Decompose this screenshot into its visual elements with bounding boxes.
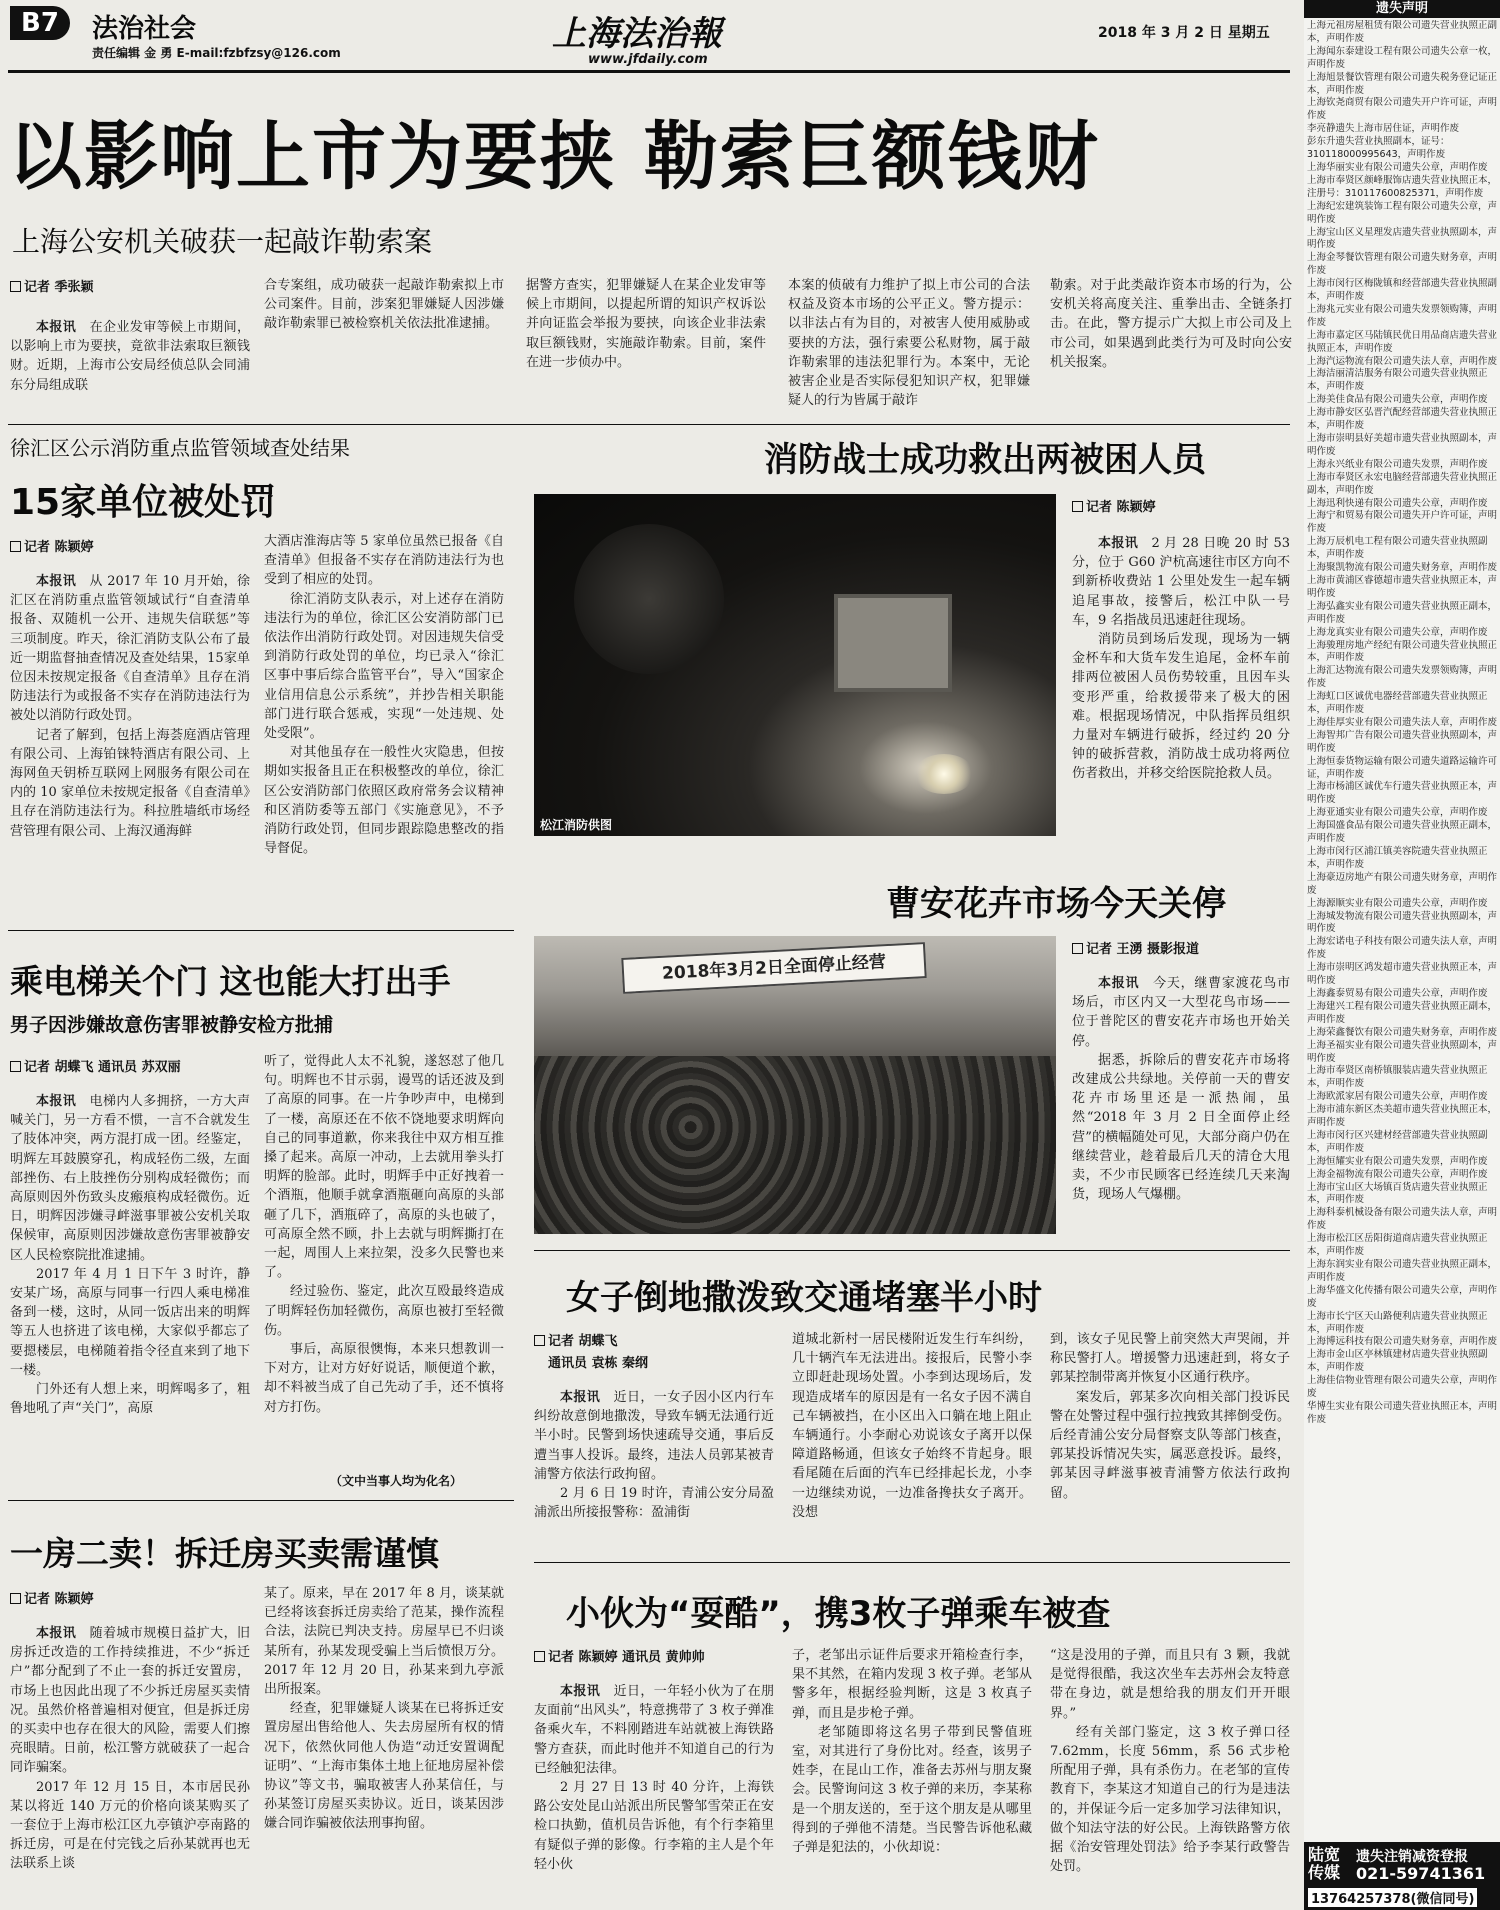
lost-notice-item: 上海闻东泰建设工程有限公司遗失公章一枚，声明作废: [1307, 45, 1497, 70]
house-para-4: 经查，犯罪嫌疑人谈某在已将拆迁安置房屋出售给他人、失去房屋所有权的情况下，依然伙同他人伪造“动迁安置调配证明”、“上海市集体土地上征地房屋补偿协议”等文书，骗取被害人孙某信任，与孙某签订房屋买卖协议。近日，谈某因涉嫌合同诈骗被依法刑事拘留。: [264, 1701, 504, 1832]
lost-notice-item: 上海建兴工程有限公司遗失营业执照正副本，声明作废: [1307, 1000, 1497, 1025]
protest-para-1: 近日，一女子因小区内行车纠纷故意倒地撒泼，导致车辆无法通行近半小时。民警到场快速疏导交通，事后反遭当事人投诉。最终，违法人员郭某被青浦警方依法行政拘留。: [534, 1390, 774, 1482]
fire-para-2: 记者了解到，包括上海荟庭酒店管理有限公司、上海铂铼特酒店有限公司、上海网鱼天钥桥互联网上网服务有限公司在内的 10 家单位未按规定报备《自查清单》且存在消防违法行为。科拉胜墙纸市场经营管理有限公司、上海汉通海鲜: [10, 727, 250, 839]
lead-col-4: [788, 276, 1030, 416]
editor-line: 责任编辑 金 勇 E-mail:fzbfzsy@126.com: [92, 46, 341, 60]
lost-notice-item: 上海欧派家居有限公司遗失公章，声明作废: [1307, 1091, 1488, 1103]
lead-tag: 本报讯: [36, 1626, 77, 1641]
flower-headline: 曹安花卉市场今天关停: [886, 884, 1226, 924]
byline-box-icon: [10, 1061, 21, 1072]
lead-col-1: [10, 318, 250, 418]
lost-notice-item: 上海兆元实业有限公司遗失发票领购簿，声明作废: [1307, 303, 1497, 328]
house-col-2: [264, 1584, 504, 1904]
lost-notice-item: 上海源顺实业有限公司遗失公章，声明作废: [1307, 897, 1488, 909]
lost-notice-item: 上海市闵行区梅陇镇和经营部遗失营业执照副本，声明作废: [1307, 278, 1497, 303]
lost-notice-item: 上海洁丽清洁服务有限公司遗失营业执照正本，声明作废: [1307, 368, 1488, 393]
bullets-col-3: [1050, 1646, 1290, 1904]
lead-text-5: 勒索。对于此类敲诈资本市场的行为，公安机关将高度关注、重拳出击、全链条打击。在此，警方提示广大拟上市公司及上市公司，如果遇到此类行为可及时向公安机关报案。: [1050, 278, 1292, 370]
rescue-para-2: 消防员到场后发现，现场为一辆金杯车和大货车发生追尾，金杯车前排两位被困人员伤势较重，且因车头变形严重，给救援带来了极大的困难。根据现场情况，中队指挥员组织力量对车辆进行破拆，经过约 20 分钟的破拆营救，消防战士成功将两位伤者救出，并移交给医院抢救人员。: [1072, 632, 1290, 782]
elevator-headline: 乘电梯关个门 这也能大打出手: [10, 962, 451, 1001]
rescue-photo: [534, 494, 1056, 836]
elevator-subheadline: 男子因涉嫌故意伤害罪被静安检方批捕: [10, 1014, 334, 1036]
bullets-para-6: 经有关部门鉴定，这 3 枚子弹口径 7.62mm，长度 56mm，系 56 式步枪所配用子弹，具有杀伤力。在老邹的宣传教育下，李某这才知道自己的行为是违法的，并保证今后一定多加学习法律知识，做个知法守法的好公民。上海铁路警方依据《治安管理处罚法》给予李某行政警告处罚。: [1050, 1724, 1290, 1875]
elevator-para-6: 事后，高原很懊悔，本来只想教训一下对方，让对方好好说话，顺便道个歉，却不料被当成了自己先动了手，还不慎将对方打伤。: [264, 1342, 504, 1415]
lost-notice-item: 上海聚凯物流有限公司遗失财务章，声明作废: [1307, 562, 1497, 574]
bullets-col-2: [792, 1646, 1032, 1904]
lost-notice-item: 上海市崇明县好美超市遗失营业执照副本，声明作废: [1307, 433, 1497, 457]
lost-notice-item: 彭东升遗失营业执照副本，证号：310118000995643，声明作废: [1307, 136, 1450, 161]
lead-byline: [10, 276, 94, 295]
rescue-text: [1072, 534, 1290, 834]
lead-subheadline: 上海公安机关破获一起敲诈勒索案: [12, 225, 433, 258]
fire-para-4: 徐汇消防支队表示，对上述存在消防违法行为的单位，徐汇区公安消防部门已依法作出消防行政处罚。对因违规失信受到消防行政处罚的单位，均已录入“徐汇区事中事后综合监管平台”，导入“国家企业信用信息公示系统”，并抄告相关职能部门进行联合惩戒，实现“一处违规、处处受限”。: [264, 591, 504, 742]
issue-date: 2018 年 3 月 2 日 星期五: [1098, 25, 1270, 41]
lost-notice-item: 上海宝山区义星理发店遗失营业执照副本，声明作废: [1307, 226, 1497, 251]
ad-brand-line-2: 传媒: [1308, 1863, 1341, 1882]
divider: [534, 1250, 1290, 1251]
byline-text: 记者 胡蝶飞: [548, 1334, 618, 1349]
rescue-photo-firefighter-icon: [574, 524, 724, 674]
protest-para-5: 案发后，郭某多次向相关部门投诉民警在处警过程中强行拉拽致其摔倒受伤。后经青浦公安分局督察支队等部门核查，郭某投诉情况失实，属恶意投诉。最终，郭某因寻衅滋事被青浦警方依法行政拘留。: [1050, 1389, 1290, 1501]
ad-brand: [1308, 1846, 1352, 1882]
byline-box-icon: [1072, 501, 1083, 512]
elevator-byline: [10, 1056, 181, 1075]
lost-notice-item: 上海迅利快递有限公司遗失公章，声明作废: [1307, 497, 1488, 509]
lost-notice-item: 上海市杨浦区诚优车行遗失营业执照正本，声明作废: [1307, 781, 1497, 806]
lost-notice-item: 上海华丽实业有限公司遗失公章，声明作废: [1307, 161, 1488, 173]
lost-notice-item: 上海市宝山区大场镇百货店遗失营业执照正本，声明作废: [1307, 1181, 1488, 1206]
protest-col-3: [1050, 1330, 1290, 1540]
byline-text: 记者 陈颖婷 通讯员 黄帅帅: [548, 1650, 705, 1665]
byline-text: 记者 季张颖: [24, 280, 94, 295]
lost-notice-item: 上海虹口区诚优电器经营部遗失营业执照正本，声明作废: [1307, 691, 1488, 716]
flower-banner: [621, 942, 926, 994]
lost-notice-item: 上海万辰机电工程有限公司遗失营业执照副本，声明作废: [1307, 536, 1488, 561]
lost-notice-item: 上海市闵行区浦江镇美容院遗失营业执照正本，声明作废: [1307, 846, 1488, 870]
masthead-rule: [8, 70, 1290, 73]
byline-text: 通讯员 袁栋 秦纲: [548, 1356, 649, 1371]
lost-notice-item: 上海市奉贤区颜峰服饰店遗失营业执照正本，注册号：310117600825371，声明作废: [1307, 174, 1497, 199]
lost-notice-item: 上海市奉贤区永宏电脑经营部遗失营业执照正副本，声明作废: [1307, 471, 1497, 496]
fire-para-3: 大酒店淮海店等 5 家单位虽然已报备《自查清单》但报备不实存在消防违法行为也受到了相应的处罚。: [264, 534, 504, 588]
byline-text: 记者 陈颖婷: [24, 540, 94, 555]
lost-notice-list: [1307, 20, 1497, 1848]
lost-notice-item: 上海市金山区亭林镇建材店遗失营业执照副本，声明作废: [1307, 1349, 1488, 1374]
house-byline: [10, 1588, 94, 1607]
lost-notice-item: 上海金琴餐饮管理有限公司遗失财务章，声明作废: [1307, 252, 1497, 277]
ad-service: 遗失注销减资登报: [1356, 1849, 1468, 1865]
lost-notice-title: 遗失声明: [1304, 0, 1500, 18]
lost-notice-item: 上海市静安区弘晋汽配经营部遗失营业执照正本，声明作废: [1307, 407, 1497, 432]
elevator-note: （文中当事人均为化名）: [330, 1474, 463, 1488]
lead-headline: 以影响上市为要挟 勒索巨额钱财: [8, 114, 1100, 200]
lost-notice-item: 上海华盛文化传播有限公司遗失公章，声明作废: [1307, 1284, 1497, 1309]
bullets-para-3: 子，老邹出示证件后要求开箱检查行李，果不其然，在箱内发现 3 枚子弹。老邹从警多年，根据经验判断，这是 3 枚真子弹，而且是步枪子弹。: [792, 1648, 1032, 1721]
lead-text-1: 在企业发审等候上市期间，以影响上市为要挟，竟欲非法索取巨额钱财。近期，上海市公安局经侦总队会同浦东分局组成联: [10, 320, 250, 393]
lead-tag: 本报讯: [36, 320, 77, 335]
elevator-col-2: [264, 1052, 504, 1472]
lost-notice-ad: [1304, 1842, 1500, 1910]
lost-notice-item: 上海永兴纸业有限公司遗失发票，声明作废: [1307, 458, 1488, 470]
elevator-para-4: 听了，觉得此人太不礼貌，遂怒怼了他几句。明辉也不甘示弱，谩骂的话还波及到了高原的同事。在一片争吵声中，电梯到了一楼，高原还在不依不饶地要求明辉向自己的同事道歉，你来我往中双方相互推搡了起来。高原一冲动，上去就用拳头打明辉的脸部。此时，明辉手中正好拽着一个酒瓶，他顺手就拿酒瓶砸向高原的头部砸了几下，酒瓶碎了，高原的头也破了，可高原全然不顾，扑上去就与明辉撕打在一起，周围人上来拉架，没多久民警也来了。: [264, 1054, 504, 1281]
divider: [8, 930, 514, 931]
rescue-photo-caption: 松江消防供图: [540, 818, 613, 832]
byline-box-icon: [1072, 943, 1083, 954]
lost-notice-item: 上海市闵行区兴建材经营部遗失营业执照副本，声明作废: [1307, 1129, 1488, 1154]
bullets-para-5: “这是没用的子弹，而且只有 3 颗，我就是觉得很酷，我这次坐车去苏州会友特意带在身边，就是想给我的朋友们开开眼界。”: [1050, 1648, 1290, 1721]
lost-notice-item: 上海汽运物流有限公司遗失法人章，声明作废: [1307, 355, 1497, 367]
bullets-col-1: [534, 1682, 774, 1904]
byline-box-icon: [10, 281, 21, 292]
protest-col-2: [792, 1330, 1032, 1540]
byline-text: 记者 王湧 摄影报道: [1086, 942, 1200, 957]
lost-notice-item: 上海元祖房屋租赁有限公司遗失营业执照正副本，声明作废: [1307, 20, 1497, 44]
protest-byline-2: [548, 1352, 648, 1371]
lost-notice-item: 上海圣福实业有限公司遗失营业执照副本，声明作废: [1307, 1039, 1497, 1064]
fire-col-1: [10, 572, 250, 914]
bullets-headline: 小伙为“耍酷”，携3枚子弹乘车被查: [566, 1594, 1111, 1634]
lost-notice-item: 上海智邦广告有限公司遗失营业执照副本，声明作废: [1307, 729, 1497, 754]
lead-text-3: 据警方查实，犯罪嫌疑人在某企业发审等候上市期间，以提起所谓的知识产权诉讼并向证监会举报为要挟，向该企业非法索取巨额钱财，实施敲诈勒索。目前，案件在进一步侦办中。: [526, 278, 766, 370]
fire-para-1: 从 2017 年 10 月开始，徐汇区在消防重点监管领域试行“自查清单报备、双随机一公开、违规失信联惩”等三项制度。昨天，徐汇消防支队公布了最近一期监督抽查情况及查处结果，15家单位因未按规定报备《自查清单》且存在消防违法行为或报备不实存在消防违法行为被处以消防行政处罚。: [10, 574, 250, 724]
elevator-col-1: [10, 1092, 250, 1490]
lost-notice-item: 上海市浦东新区杰美超市遗失营业执照正本，声明作废: [1307, 1104, 1497, 1129]
lost-notice-item: 上海旭景餐饮管理有限公司遗失税务登记证正本，声明作废: [1307, 71, 1497, 96]
byline-box-icon: [534, 1335, 545, 1346]
protest-col-1: [534, 1388, 774, 1538]
byline-box-icon: [534, 1651, 545, 1662]
lost-notice-item: 上海豪迈房地产有限公司遗失财务章，声明作废: [1307, 871, 1497, 896]
lost-notice-item: 上海钦尧商贸有限公司遗失开户许可证，声明作废: [1307, 97, 1497, 122]
flower-photo: [534, 936, 1056, 1234]
flower-text: [1072, 974, 1290, 1234]
lost-notice-item: 华博生实业有限公司遗失营业执照正本，声明作废: [1307, 1400, 1497, 1425]
protest-headline: 女子倒地撒泼致交通堵塞半小时: [566, 1278, 1042, 1318]
flower-banner-text: 2018年3月2日全面停止经营: [661, 952, 887, 984]
bullets-para-2: 2 月 27 日 13 时 40 分许，上海铁路公安处昆山站派出所民警邹雪荣正在安检口执勤，值机员告诉他，有个行李箱里有疑似子弹的影像。行李箱的主人是个年轻小伙: [534, 1780, 774, 1872]
byline-text: 记者 陈颖婷: [1086, 500, 1156, 515]
protest-byline-1: [534, 1330, 618, 1349]
divider: [8, 424, 1290, 425]
bullets-byline: [534, 1646, 705, 1665]
lost-notice-item: 上海宏诺电子科技有限公司遗失法人章，声明作废: [1307, 936, 1497, 961]
house-headline: 一房二卖！拆迁房买卖需谨慎: [10, 1534, 439, 1573]
flower-byline: [1072, 938, 1199, 957]
lost-notice-item: 上海市崇明区鸿发超市遗失营业执照正本，声明作废: [1307, 962, 1497, 987]
lost-notice-item: 上海市嘉定区马陆镇民优日用品商店遗失营业执照正本，声明作废: [1307, 329, 1497, 354]
elevator-para-2: 2017 年 4 月 1 日下午 3 时许，静安某广场，高原与同事一行四人乘电梯准备到一楼，这时，从同一饭店出来的明辉等五人也挤进了该电梯，大家似乎都忘了要摁楼层，电梯随着指令径直来到了地下一楼。: [10, 1266, 250, 1378]
lead-col-3: [264, 354, 504, 414]
lost-notice-item: 上海科泰机械设备有限公司遗失法人章，声明作废: [1307, 1207, 1497, 1232]
rescue-photo-light-icon: [914, 754, 974, 794]
lost-notice-item: 李亮静遗失上海市居住证，声明作废: [1307, 123, 1460, 135]
lead-tag: 本报讯: [560, 1684, 601, 1699]
page-number: B7: [21, 8, 59, 38]
page-label: [10, 6, 70, 40]
newspaper-name: 上海法治報: [552, 14, 722, 54]
rescue-photo-panel-icon: [834, 594, 952, 692]
rescue-para-1: 2 月 28 日晚 20 时 53 分，位于 G60 沪杭高速往市区方向不到新桥收费站 1 公里处发生一起车辆追尾事故，接警后，松江中队一号车，9 名指战员迅速赶往现场。: [1072, 536, 1290, 628]
lost-notice-item: 上海亚通实业有限公司遗失公章，声明作废: [1307, 807, 1488, 819]
lost-notice-item: 上海市奉贤区南桥镇服装店遗失营业执照正本，声明作废: [1307, 1065, 1488, 1090]
lost-notice-item: 上海鑫泰贸易有限公司遗失公章，声明作废: [1307, 987, 1488, 999]
website: www.jfdaily.com: [588, 52, 708, 67]
lead-tag: 本报讯: [36, 574, 77, 589]
fire-para-5: 对其他虽存在一般性火灾隐患，但按期如实报备且正在积极整改的单位，徐汇区公安消防部门依照区政府常务会议精神和区消防委等五部门《实施意见》，不予消防行政处罚，但同步跟踪隐患整改的指导督促。: [264, 745, 504, 857]
ad-phone: 021-59741361: [1356, 1864, 1486, 1883]
crowd-icon: [534, 1056, 1056, 1234]
lead-col-5: [1050, 276, 1292, 416]
lost-notice-item: 上海骏理房地产经纪有限公司遗失营业执照正本，声明作废: [1307, 639, 1497, 664]
bullets-para-4: 老邹随即将这名男子带到民警值班室，对其进行了身份比对。经查，该男子姓李，在昆山工作，准备去苏州与朋友聚会。民警询问这 3 枚子弹的来历，李某称是一个朋友送的，至于这个朋友是从哪里得到的子弹他不清楚。当民警告诉他私藏子弹是犯法的，小伙却说：: [792, 1724, 1032, 1856]
house-para-3: 某了。原来，早在 2017 年 8 月，谈某就已经将该套拆迁房卖给了范某，操作流程合法，法院已判决支持。房屋早已不归谈某所有，孙某发现受骗上当后愤恨万分。2017 年 12 月 20 日，孙某来到九亭派出所报案。: [264, 1586, 504, 1698]
byline-box-icon: [10, 1593, 21, 1604]
fire-kicker: 徐汇区公示消防重点监管领域查处结果: [10, 436, 350, 460]
lost-notice-item: 上海金福物流有限公司遗失公章，声明作废: [1307, 1168, 1488, 1180]
lost-notice-item: 上海市长宁区天山路便利店遗失营业执照正本，声明作废: [1307, 1310, 1488, 1335]
fire-byline: [10, 536, 94, 555]
lost-notice-item: 上海佳信物业管理有限公司遗失公章，声明作废: [1307, 1375, 1497, 1400]
lead-text-2: 合专案组，成功破获一起敲诈勒索拟上市公司案件。目前，涉案犯罪嫌疑人因涉嫌敲诈勒索罪已被检察机关依法批准逮捕。: [264, 278, 504, 332]
lead-tag: 本报讯: [560, 1390, 601, 1405]
lost-notice-item: 上海市黄浦区睿德超市遗失营业执照正本，声明作废: [1307, 574, 1497, 599]
protest-para-2: 2 月 6 日 19 时许，青浦公安分局盈浦派出所接报警称：盈浦街: [534, 1486, 774, 1521]
lost-notice-item: 上海恒泰货物运输有限公司遗失道路运输许可证，声明作废: [1307, 755, 1497, 780]
lost-notice-item: 上海恒耀实业有限公司遗失发票，声明作废: [1307, 1155, 1488, 1167]
byline-box-icon: [10, 541, 21, 552]
lost-notice-item: 上海东润实业有限公司遗失营业执照正副本，声明作废: [1307, 1259, 1497, 1283]
house-col-1: [10, 1624, 250, 1904]
lead-col-3b: [526, 276, 766, 416]
section-title: 法治社会: [92, 14, 197, 44]
lost-notice-item: 上海城发物流有限公司遗失营业执照副本，声明作废: [1307, 910, 1497, 935]
house-para-2: 2017 年 12 月 15 日，本市居民孙某以将近 140 万元的价格向谈某购买了一套位于上海市松江区九亭镇沪亭南路的拆迁房，可是在付完钱之后孙某就再也无法联系上谈: [10, 1779, 250, 1872]
lost-notice-item: 上海美佳食品有限公司遗失公章，声明作废: [1307, 394, 1488, 406]
bullets-para-1: 近日，一年轻小伙为了在朋友面前“出风头”，特意携带了 3 枚子弹准备乘火车，不料刚踏进车站就被上海铁路警方查获，而此时他并不知道自己的行为已经触犯法律。: [534, 1684, 774, 1776]
lost-notice-sidebar: [1304, 0, 1500, 1910]
byline-text: 记者 胡蝶飞 通讯员 苏双丽: [24, 1060, 181, 1075]
house-para-1: 随着城市规模日益扩大，旧房拆迁改造的工作持续推进，不少“拆迁户”都分配到了不止一套的拆迁安置房，市场上也因此出现了不少拆迁房屋买卖情况。虽然价格普遍相对便宜，但是拆迁房的买卖中也存在很大的风险，需要人们擦亮眼睛。日前，松江警方就破获了一起合同诈骗案。: [10, 1626, 250, 1776]
ad-mobile: 13764257378(微信同号): [1308, 1888, 1477, 1907]
ad-brand-line-1: 陆宽: [1308, 1845, 1341, 1864]
lost-notice-item: 上海龙真实业有限公司遗失公章，声明作废: [1307, 626, 1488, 638]
byline-text: 记者 陈颖婷: [24, 1592, 94, 1607]
lost-notice-item: 上海弘鑫实业有限公司遗失营业执照正副本，声明作废: [1307, 600, 1497, 625]
lead-tag: 本报讯: [1098, 976, 1140, 991]
rescue-headline: 消防战士成功救出两被困人员: [764, 440, 1206, 480]
lost-notice-item: 上海荣鑫餐饮有限公司遗失财务章，声明作废: [1307, 1026, 1497, 1038]
lost-notice-item: 上海汇达物流有限公司遗失发票领购簿，声明作废: [1307, 665, 1497, 690]
elevator-para-1: 电梯内人多拥挤，一方大声喊关门，另一方看不惯，一言不合就发生了肢体冲突，两方混打成一团。经鉴定，明辉左耳鼓膜穿孔，构成轻伤二级，左面部挫伤、右上肢挫伤分别构成轻微伤；而高原则因外伤致头皮瘢痕构成轻微伤。近日，明辉因涉嫌寻衅滋事罪被公安机关取保候审，高原则因涉嫌故意伤害罪被静安区人民检察院批准逮捕。: [10, 1094, 250, 1263]
fire-col-2: [264, 532, 504, 916]
protest-para-3: 道城北新村一居民楼附近发生行车纠纷，几十辆汽车无法进出。接报后，民警小李立即赶赴现场处置。小李到达现场后，发现造成堵车的原因是有一名女子因不满自己车辆被挡，在小区出入口躺在地上阻止车辆通行。小李耐心劝说该女子离开以保障道路畅通，但该女子始终不肯起身。眼看尾随在后面的汽车已经排起长龙，小李一边继续劝说，一边准备搀扶女子离开。没想: [792, 1332, 1032, 1520]
lost-notice-item: 上海宁和贸易有限公司遗失开户许可证，声明作废: [1307, 510, 1497, 535]
rescue-byline: [1072, 496, 1156, 515]
protest-para-4: 到，该女子见民警上前突然大声哭闹，并称民警打人。增援警力迅速赶到，将女子郭某控制带离并恢复小区通行秩序。: [1050, 1332, 1290, 1386]
lost-notice-item: 上海纪宏建筑装饰工程有限公司遗失公章，声明作废: [1307, 200, 1497, 225]
lost-notice-item: 上海博远科技有限公司遗失财务章，声明作废: [1307, 1336, 1497, 1348]
flower-para-1: 今天，继曹家渡花鸟市场后，市区内又一大型花鸟市场——位于普陀区的曹安花卉市场也开始关停。: [1072, 976, 1290, 1049]
lead-text-4: 本案的侦破有力维护了拟上市公司的合法权益及资本市场的公平正义。警方提示：以非法占有为目的，对被害人使用威胁或要挟的方法，强行索要公私财物，属于敲诈勒索罪的违法犯罪行为。本案中，无论被害企业是否实际侵犯知识产权，犯罪嫌疑人的行为皆属于敲诈: [788, 278, 1030, 409]
elevator-para-5: 经过验伤、鉴定，此次互殴最终造成了明辉轻伤加轻微伤，高原也被打至轻微伤。: [264, 1284, 504, 1338]
fire-headline: 15家单位被处罚: [10, 482, 277, 523]
lost-notice-item: 上海市松江区岳阳街道商店遗失营业执照正本，声明作废: [1307, 1233, 1488, 1258]
lead-tag: 本报讯: [1098, 536, 1139, 551]
elevator-para-3: 门外还有人想上来，明辉喝多了，粗鲁地吼了声“关门”，高原: [10, 1382, 250, 1417]
lead-tag: 本报讯: [36, 1094, 77, 1109]
divider: [534, 1562, 1290, 1563]
lost-notice-item: 上海佳厚实业有限公司遗失法人章，声明作废: [1307, 716, 1497, 728]
flower-para-2: 据悉，拆除后的曹安花卉市场将改建成公共绿地。关停前一天的曹安花卉市场里还是一派热闹，虽然“2018 年 3 月 2 日全面停止经营”的横幅随处可见，大部分商户仍在继续营业，趁着最后几天的清仓大甩卖，不少市民顾客已经连续几天来淘货，现场人气爆棚。: [1072, 1052, 1290, 1203]
divider: [8, 1500, 514, 1501]
lost-notice-item: 上海国盛食品有限公司遗失营业执照正副本，声明作废: [1307, 820, 1497, 845]
